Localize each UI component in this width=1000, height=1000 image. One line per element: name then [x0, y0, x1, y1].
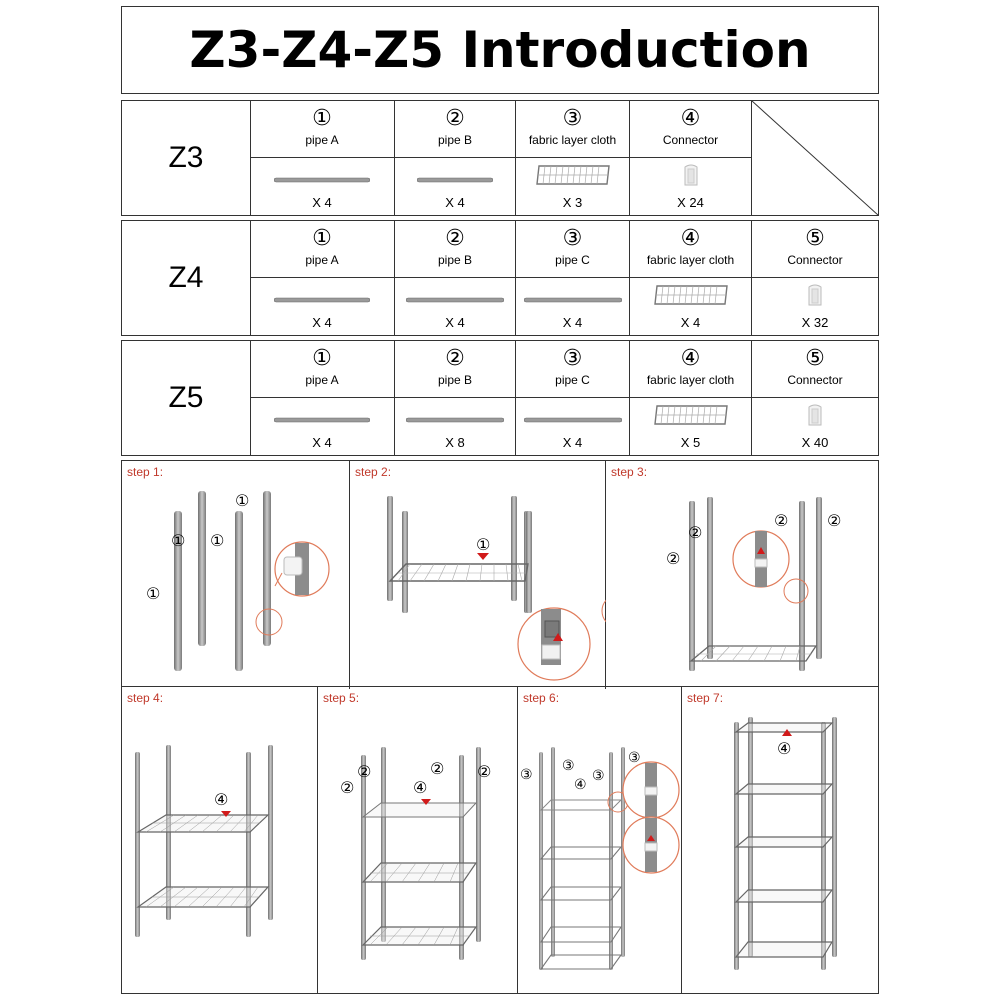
callout-two: ②: [430, 761, 445, 778]
part-name: pipe C: [555, 253, 590, 267]
parts-table-z4: [121, 220, 879, 336]
part-header-cell: [752, 221, 878, 278]
part-name: pipe B: [437, 253, 473, 267]
part-name: pipe A: [305, 133, 339, 147]
step-label: step 5:: [323, 691, 360, 705]
title-box: [121, 6, 879, 94]
pipe-icon: [516, 408, 629, 432]
connector-icon: [630, 164, 751, 188]
part-quantity: X 8: [445, 435, 465, 450]
part-name: pipe A: [305, 253, 339, 267]
callout-two: ②: [340, 780, 355, 797]
callout-three: ③: [562, 757, 575, 773]
step-2-panel: [350, 461, 606, 689]
part-number: ⑤: [805, 345, 825, 370]
part-image-cell: [630, 278, 752, 335]
step-2-illustration: [350, 461, 606, 689]
part-number: ②: [445, 105, 465, 130]
part-name: pipe B: [437, 373, 473, 387]
part-image-cell: [250, 398, 395, 455]
callout-one: ①: [171, 533, 186, 550]
part-name: pipe A: [305, 373, 339, 387]
step-label: step 2:: [355, 465, 392, 479]
part-quantity: X 32: [801, 315, 829, 330]
step-3-panel: [606, 461, 878, 689]
part-header-cell: [516, 341, 630, 398]
part-header-cell: [250, 101, 395, 158]
wire-shelf-icon: [630, 284, 751, 308]
part-quantity: X 4: [312, 315, 332, 330]
part-number: ①: [312, 345, 332, 370]
part-name: Connector: [787, 373, 843, 387]
part-image-cell: [516, 158, 630, 215]
part-number: ③: [562, 345, 583, 370]
step-5-illustration: [318, 687, 518, 993]
pipe-icon: [395, 408, 515, 432]
part-quantity: X 4: [445, 195, 465, 210]
callout-two: ②: [666, 551, 681, 568]
step-6-panel: [518, 687, 682, 993]
part-number: ⑤: [805, 225, 825, 250]
callout-one: ①: [476, 537, 491, 554]
part-name: Connector: [787, 253, 843, 267]
connector-icon: [752, 404, 878, 428]
page-title: Z3-Z4-Z5 Introduction: [189, 21, 811, 79]
part-image-cell: [752, 278, 878, 335]
callout-two: ②: [688, 525, 703, 542]
part-quantity: X 5: [680, 435, 701, 450]
part-image-cell: [630, 158, 752, 215]
part-number: ③: [562, 225, 583, 250]
part-image-cell: [250, 278, 395, 335]
step-label: step 4:: [127, 691, 164, 705]
step-label: step 3:: [611, 465, 648, 479]
part-header-cell: [395, 221, 516, 278]
part-header-cell: [516, 221, 630, 278]
model-label: Z4: [122, 221, 251, 335]
pipe-icon: [250, 288, 394, 312]
part-quantity: X 4: [312, 195, 332, 210]
callout-two: ②: [357, 764, 372, 781]
model-label: Z3: [122, 101, 251, 215]
part-image-cell: [250, 158, 395, 215]
part-name: pipe C: [555, 373, 590, 387]
callout-four: ④: [777, 741, 792, 758]
pipe-icon: [250, 168, 394, 192]
part-quantity: X 40: [801, 435, 829, 450]
step-7-illustration: [682, 687, 878, 993]
part-number: ④: [680, 225, 701, 250]
part-quantity: X 4: [562, 315, 583, 330]
callout-four: ④: [413, 780, 428, 797]
part-image-cell: [395, 398, 516, 455]
part-header-cell: [630, 221, 752, 278]
callout-four: ④: [574, 776, 587, 792]
callout-three: ③: [520, 766, 533, 782]
part-quantity: X 3: [562, 195, 583, 210]
part-name: fabric layer cloth: [528, 133, 617, 147]
wire-shelf-icon: [630, 404, 751, 428]
diagonal-line: [752, 101, 878, 215]
parts-table-z3: [121, 100, 879, 216]
callout-three: ③: [628, 749, 641, 765]
callout-two: ②: [477, 764, 492, 781]
wire-shelf-icon: [516, 164, 629, 188]
part-header-cell: [630, 341, 752, 398]
pipe-icon: [250, 408, 394, 432]
step-4-illustration: [122, 687, 318, 993]
callout-four: ④: [214, 792, 229, 809]
empty-diagonal-cell: [752, 101, 878, 215]
part-number: ③: [562, 105, 583, 130]
part-number: ④: [680, 345, 701, 370]
callout-two: ②: [827, 513, 842, 530]
part-header-cell: [516, 101, 630, 158]
pipe-icon: [395, 168, 515, 192]
part-image-cell: [395, 158, 516, 215]
part-quantity: X 4: [312, 435, 332, 450]
part-header-cell: [395, 341, 516, 398]
step-7-panel: [682, 687, 878, 993]
step-5-panel: [318, 687, 518, 993]
part-image-cell: [752, 398, 878, 455]
part-number: ②: [445, 345, 465, 370]
part-header-cell: [630, 101, 752, 158]
part-name: fabric layer cloth: [646, 373, 735, 387]
steps-row-1: [121, 460, 879, 688]
callout-three: ③: [592, 767, 605, 783]
callout-one: ①: [210, 533, 225, 550]
part-image-cell: [516, 278, 630, 335]
callout-one: ①: [146, 586, 161, 603]
part-quantity: X 4: [445, 315, 465, 330]
parts-table-z5: [121, 340, 879, 456]
part-header-cell: [395, 101, 516, 158]
step-6-illustration: [518, 687, 682, 993]
step-1-panel: [122, 461, 350, 689]
part-number: ①: [312, 105, 332, 130]
part-header-cell: [250, 221, 395, 278]
part-quantity: X 4: [562, 435, 583, 450]
part-image-cell: [395, 278, 516, 335]
part-image-cell: [630, 398, 752, 455]
step-3-illustration: [606, 461, 878, 689]
connector-icon: [752, 284, 878, 308]
model-label: Z5: [122, 341, 251, 455]
part-number: ④: [680, 105, 701, 130]
step-label: step 7:: [687, 691, 724, 705]
pipe-icon: [395, 288, 515, 312]
part-name: fabric layer cloth: [646, 253, 735, 267]
part-image-cell: [516, 398, 630, 455]
step-label: step 6:: [523, 691, 560, 705]
step-4-panel: [122, 687, 318, 993]
part-name: pipe B: [437, 133, 473, 147]
pipe-icon: [516, 288, 629, 312]
part-quantity: X 4: [680, 315, 701, 330]
callout-one: ①: [235, 493, 250, 510]
part-number: ①: [312, 225, 332, 250]
steps-row-2: [121, 686, 879, 994]
part-header-cell: [752, 341, 878, 398]
part-name: Connector: [662, 133, 719, 147]
part-quantity: X 24: [677, 195, 704, 210]
callout-two: ②: [774, 513, 789, 530]
part-number: ②: [445, 225, 465, 250]
part-header-cell: [250, 341, 395, 398]
step-label: step 1:: [127, 465, 164, 479]
